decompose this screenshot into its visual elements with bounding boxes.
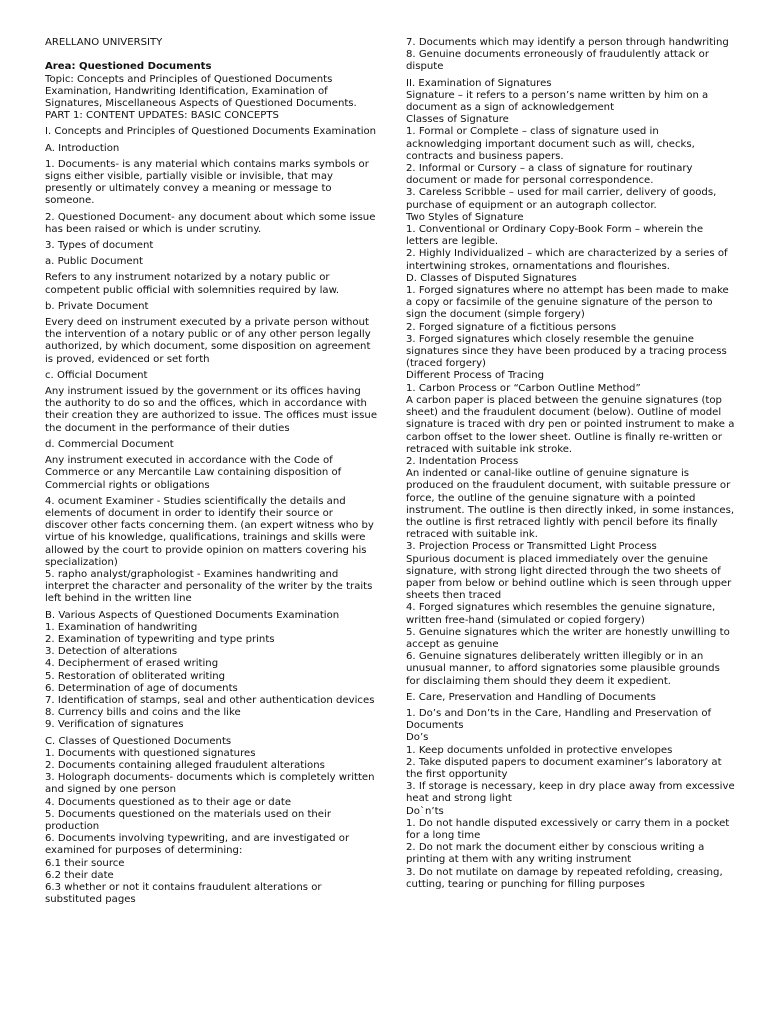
paragraph: Do`n’ts: [406, 805, 444, 817]
paragraph: C. Classes of Questioned Documents: [45, 735, 232, 747]
paragraph: 7. Identification of stamps, seal and other authentication devices: [45, 694, 375, 706]
left-column: [45, 37, 378, 906]
paragraph: 2. Examination of typewriting and type prints: [45, 633, 275, 645]
paragraph: 5. Restoration of obliterated writing: [45, 670, 226, 682]
paragraph: 4. Forged signatures which resembles the genuine signature, written free-hand (simulated or copied forgery): [406, 602, 716, 626]
paragraph: 3. Do not mutilate on damage by repeated refolding, creasing, cutting, tearing or punching for filling purposes: [406, 866, 723, 890]
paragraph: Two Styles of Signature: [406, 211, 524, 223]
paragraph: 6.3 whether or not it contains fraudulent alterations or substituted pages: [45, 882, 322, 906]
paragraph: 2. Take disputed papers to document examiner’s laboratory at the first opportunity: [406, 756, 722, 780]
paragraph: 1. Do’s and Don’ts in the Care, Handling and Preservation of Documents: [406, 707, 712, 732]
paragraph: Topic: Concepts and Principles of Questioned Documents Examination, Handwriting Identification, Examination of Signatures, Miscellaneous Aspects of Questioned Documents.: [45, 73, 357, 110]
paragraph: A carbon paper is placed between the genuine signatures (top sheet) and the fraudulent document (below). Outline of model signature is traced with dry pen or pointed instrument to make a carbon offset to the lower sheet. Outline is finally re-written or retraced with suitable ink stroke.: [406, 394, 735, 455]
paragraph: 1. Formal or Complete – class of signature used in acknowledging important document such as will, checks, contracts and business papers.: [406, 126, 695, 162]
paragraph: 1. Conventional or Ordinary Copy-Book Form – wherein the letters are legible.: [406, 224, 704, 248]
paragraph: 1. Examination of handwriting: [45, 621, 198, 633]
paragraph: b. Private Document: [45, 300, 149, 312]
paragraph: 1. Forged signatures where no attempt has been made to make a copy or facsimile of the genuine signature of the person to sign the document (simple forgery): [406, 285, 729, 321]
paragraph: 3. Projection Process or Transmitted Light Process: [406, 541, 657, 553]
paragraph: 3. Detection of alterations: [45, 646, 178, 658]
paragraph: 6.2 their date: [45, 869, 114, 881]
paragraph: 2. Forged signature of a fictitious persons: [406, 321, 617, 333]
paragraph: 6.1 their source: [45, 857, 125, 869]
paragraph: 3. Careless Scribble – used for mail carrier, delivery of goods, purchase of equipment or an autograph collector.: [406, 187, 717, 211]
paragraph: E. Care, Preservation and Handling of Documents: [406, 691, 656, 703]
paragraph: An indented or canal-like outline of genuine signature is produced on the fraudulent document, with suitable pressure or force, the outline of the genuine signature with a pointed instrument. The outline is then directly inked, in some instances, the outline is first retraced lightly with pencil before its finally retraced with suitable ink.: [406, 468, 735, 541]
paragraph: a. Public Document: [45, 256, 143, 268]
paragraph: Every deed on instrument executed by a private person without the intervention of a notary public or of any other person legally authorized, by which document, some disposition on agreement is proved, evidenced or set forth: [45, 317, 371, 365]
paragraph: Any instrument executed in accordance with the Code of Commerce or any Mercantile Law containing disposition of Commercial rights or obligations: [45, 455, 342, 491]
paragraph: 5. Documents questioned on the materials used on their production: [45, 808, 331, 832]
paragraph: 5. Genuine signatures which the writer are honestly unwilling to accept as genuine: [406, 626, 730, 650]
paragraph: 5. rapho analyst/graphologist - Examines handwriting and interpret the character and personality of the writer by the traits left behind in the written line: [45, 568, 373, 605]
paragraph: D. Classes of Disputed Signatures: [406, 272, 577, 284]
paragraph: 6. Determination of age of documents: [45, 682, 238, 694]
paragraph: PART 1: CONTENT UPDATES: BASIC CONCEPTS: [45, 110, 279, 122]
paragraph: 4. ocument Examiner - Studies scientifically the details and elements of document in order to identify their source or discover other facts concerning them. (an expert witness who by virtue of his knowledge, qualifications, trainings and skills were allowed by the court to provide opinion on matters covering his specialization): [45, 495, 374, 568]
paragraph: 6. Documents involving typewriting, and are investigated or examined for purposes of determining:: [45, 833, 350, 857]
paragraph: Area: Questioned Documents: [45, 61, 212, 73]
paragraph: 7. Documents which may identify a person through handwriting: [406, 37, 729, 48]
paragraph: Different Process of Tracing: [406, 370, 545, 382]
paragraph: d. Commercial Document: [45, 438, 174, 450]
paragraph: 1. Carbon Process or “Carbon Outline Method”: [406, 382, 641, 394]
paragraph: 2. Do not mark the document either by conscious writing a printing at them with any writing instrument: [406, 842, 705, 866]
paragraph: Signature – it refers to a person’s name written by him on a document as a sign of acknowledgement: [406, 89, 709, 114]
paragraph: 4. Documents questioned as to their age or date: [45, 796, 292, 808]
paragraph: 6. Genuine signatures deliberately written illegibly or in an unusual manner, to afford signatories some plausible grounds for disclaiming them should they deem it expedient.: [406, 651, 720, 687]
paragraph: 9. Verification of signatures: [45, 719, 184, 731]
paragraph: 2. Indentation Process: [406, 455, 519, 467]
right-column: [406, 37, 736, 891]
paragraph: 2. Documents containing alleged fraudulent alterations: [45, 759, 325, 771]
paragraph: Spurious document is placed immediately over the genuine signature, with strong light directed through the two sheets of paper from below or behind outline which is seen through upper sheets then traced: [406, 553, 732, 602]
paragraph: 2. Highly Individualized – which are characterized by a series of intertwining strokes, ornamentations and flourishes.: [406, 248, 728, 272]
paragraph: 1. Do not handle disputed excessively or carry them in a pocket for a long time: [406, 817, 730, 841]
paragraph: 3. Types of document: [45, 240, 154, 252]
paragraph: 1. Documents with questioned signatures: [45, 747, 256, 759]
paragraph: 1. Keep documents unfolded in protective envelopes: [406, 744, 673, 756]
paragraph: c. Official Document: [45, 369, 148, 381]
paragraph: 4. Decipherment of erased writing: [45, 658, 219, 670]
paragraph: Do’s: [406, 732, 429, 744]
paragraph: I. Concepts and Principles of Questioned Documents Examination: [45, 126, 377, 138]
paragraph: 3. If storage is necessary, keep in dry place away from excessive heat and strong light: [406, 781, 735, 805]
paragraph: 2. Questioned Document- any document about which some issue has been raised or which is under scrutiny.: [45, 211, 376, 235]
paragraph: 3. Holograph documents- documents which is completely written and signed by one person: [45, 772, 375, 796]
paragraph: B. Various Aspects of Questioned Documents Examination: [45, 609, 340, 621]
paragraph: 8. Genuine documents erroneously of fraudulently attack or dispute: [406, 49, 709, 73]
paragraph: 3. Forged signatures which closely resemble the genuine signatures since they have been produced by a tracing process (traced forgery): [406, 333, 727, 370]
paragraph: Any instrument issued by the government or its offices having the authority to do so and the offices, which in accordance with their creation they are authorized to issue. The offices must issue the document in the performance of their duties: [45, 386, 378, 434]
paragraph: ARELLANO UNIVERSITY: [45, 37, 163, 48]
paragraph: Refers to any instrument notarized by a notary public or competent public official with solemnities required by law.: [45, 272, 340, 296]
paragraph: 2. Informal or Cursory – a class of signature for routinary document or made for personal correspondence.: [406, 163, 693, 187]
paragraph: Classes of Signature: [406, 114, 509, 126]
paragraph: II. Examination of Signatures: [406, 77, 552, 89]
paragraph: A. Introduction: [45, 142, 120, 154]
paragraph: 8. Currency bills and coins and the like: [45, 707, 241, 719]
paragraph: 1. Documents- is any material which contains marks symbols or signs either visible, partially visible or invisible, that may presently or ultimately convey a meaning or message to someone.: [45, 158, 369, 207]
paragraph: [45, 49, 378, 61]
